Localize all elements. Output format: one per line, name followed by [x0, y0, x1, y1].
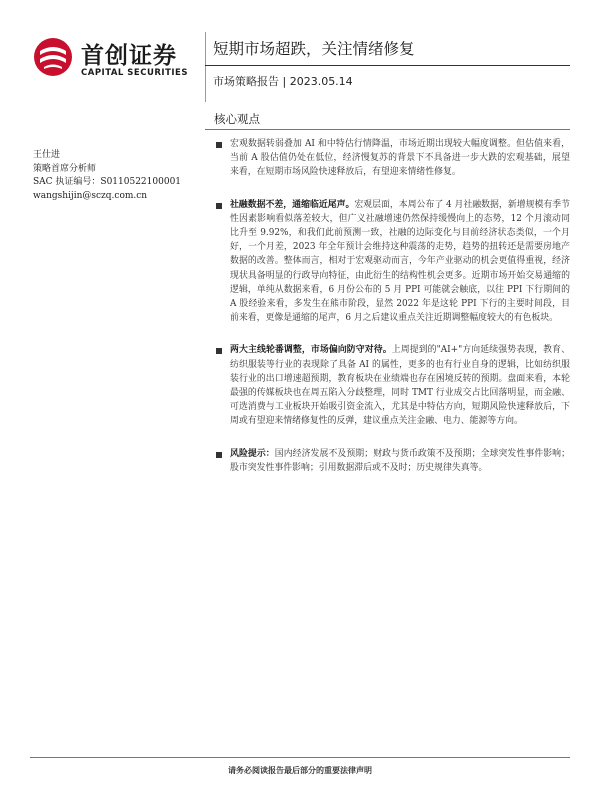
footer-disclaimer: 请务必阅读报告最后部分的重要法律声明	[228, 765, 372, 775]
bullet-square-icon	[216, 348, 222, 354]
report-meta: 市场策略报告 | 2023.05.14	[213, 75, 353, 88]
key-point-text: 上周提到的"AI+"方向延续强势表现，教育、纺织服装等行业的表现除了具备 AI 的属性，更多的也有行业自身的逻辑，比如纺织服装行业的出口增速超预期，教育板块在业绩端也存在困境反转的预期。盘面来看，本轮最强的传媒板块也在周五陷入分歧整理，同时 TMT 行业成交占比回落明显，而金融、可选消费与工业板块开始吸引资金流入，尤其是中特估方向，短期风险快速释放后，下周或有望迎来情绪修复性的反弹，建议重点关注金融、电力、能源等方向。	[230, 345, 570, 427]
brand-name-cn: 首创证券	[81, 43, 177, 69]
key-point-heading: 风险提示：	[230, 448, 275, 459]
key-point	[216, 343, 570, 428]
author-info	[33, 149, 198, 203]
key-point	[216, 198, 570, 326]
key-point-heading: 两大主线轮番调整，市场偏向防守对待。	[230, 345, 392, 356]
key-point-text: 宏观层面，本周公布了 4 月社融数据，新增规模有季节性因素影响看似落差较大，但广义社融增速仍然保持缓慢向上的态势，12 个月滚动同比升至 9.92%，和我们此前预测一致，社融的边际变化与目前经济状态类似，一个月好，一个月差，2023 年全年预计会维持这种震荡的走势，趋势的扭转还是需要房地产数据的改善。整体而言，相对于宏观驱动而言，今年产业驱动的机会更值得重视，经济现状具备明显的行政导向特征，由此衍生的结构性机会更多。近期市场开始交易通缩的逻辑，单纯从数据来看，6 月份公布的 5 月 PPI 可能就会触底，以往 PPI 下行期间的 A 股经验来看，多发生在熊市阶段，显然 2022 年是这轮 PPI 下行的主要时间段，目前来看，更像是通缩的尾声，6 月之后建议重点关注近期调整幅度较大的有色板块。	[230, 199, 570, 324]
author-email[interactable]: wangshijin@sczq.com.cn	[33, 190, 148, 201]
key-point-heading: 社融数据不差，通缩临近尾声。	[230, 199, 355, 210]
bullet-square-icon	[216, 203, 222, 209]
key-points	[216, 137, 570, 493]
section-title: 核心观点	[214, 112, 260, 126]
author-name: 王仕进	[33, 150, 61, 160]
header-divider	[205, 65, 570, 66]
brand-name-en: CAPITAL SECURITIES	[81, 68, 188, 78]
capital-securities-logo-icon	[33, 37, 73, 77]
section-divider	[205, 129, 570, 130]
author-license: SAC 执证编号：S0110522100001	[33, 177, 182, 188]
header-divider-vertical	[205, 32, 206, 102]
author-role: 策略首席分析师	[33, 163, 97, 174]
bullet-square-icon	[216, 452, 222, 458]
key-point	[216, 137, 570, 180]
key-point	[216, 447, 570, 475]
bullet-square-icon	[216, 142, 222, 148]
company-logo	[33, 35, 198, 83]
key-point-text: 宏观数据转弱叠加 AI 和中特估行情降温，市场近期出现较大幅度调整。但估值来看，当前 A 股估值仍处在低位，经济慢复苏的背景下不具备进一步大跌的宏观基础，展望来看，在短期市场风险快速释放后，有望迎来情绪性修复。	[230, 139, 570, 178]
footer-divider	[30, 757, 570, 758]
report-title: 短期市场超跌，关注情绪修复	[213, 40, 415, 58]
key-point-text: 国内经济发展不及预期；财政与货币政策不及预期；全球突发性事件影响；股市突发性事件影响；引用数据滞后或不及时；历史规律失真等。	[230, 448, 570, 473]
